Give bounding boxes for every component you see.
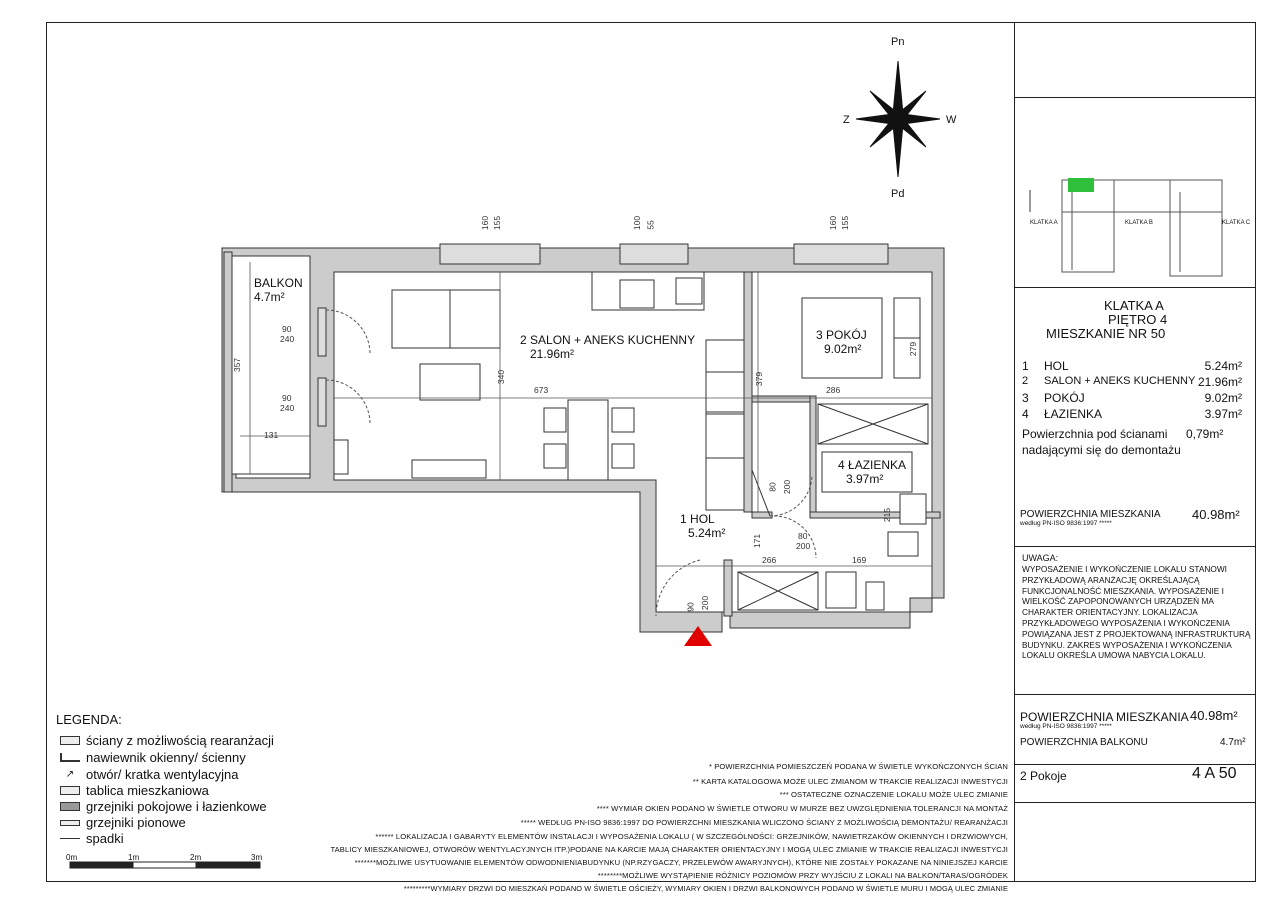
wall-salon-pokoj [744, 272, 752, 512]
keyplan-label: KLATKA C [1222, 220, 1251, 226]
summary-row: 2 SALON + ANEKS KUCHENNY 21.96m² [1022, 375, 1242, 389]
room-hol: 1 HOL 5.24m² [680, 512, 726, 540]
footnote: *** OSTATECZNE OZNACZENIE LOKALU MOŻE ULEC ZMIANIE [779, 790, 1008, 799]
room-balkon: BALKON 4.7m² [254, 276, 303, 304]
room-pokoj: 3 POKÓJ 9.02m² [816, 328, 867, 356]
pow-mieszkania-bottom-value: 40.98m² [1190, 708, 1238, 723]
scale-label: 2m [190, 853, 202, 862]
legend-item: grzejniki pokojowe i łazienkowe [60, 799, 267, 814]
compass-west: Z [843, 114, 850, 126]
stove [706, 372, 744, 412]
pow-balkonu-label: POWIERZCHNIA BALKONU [1020, 737, 1148, 748]
pow-mieszkania-value: 40.98m² [1192, 507, 1240, 522]
scale-label: 1m [128, 853, 140, 862]
mieszkanie-title: MIESZKANIE NR 50 [1046, 326, 1166, 341]
vertical-radiator-icon [60, 820, 80, 826]
legend-item: spadki [60, 831, 124, 846]
compass-rose [856, 61, 940, 177]
apartment-code: 4 A 50 [1192, 765, 1237, 782]
pow-balkonu-value: 4.7m² [1220, 737, 1246, 748]
vent-icon [60, 753, 80, 762]
summary-row: 3 POKÓJ 9.02m² [1022, 391, 1242, 405]
footnote: ***** WEDŁUG PN-ISO 9836:1997 DO POWIERZCHNI MIESZKANIA WLICZONO ŚCIANY Z MOŻLIWOŚCIĄ DEMONTAŻU/ REARANŻACJI [520, 818, 1008, 827]
pietro-title: PIĘTRO 4 [1108, 312, 1168, 327]
legend-title: LEGENDA: [56, 712, 122, 727]
sofa [392, 290, 500, 348]
demolish-label: Powierzchnia pod ścianami [1022, 427, 1168, 441]
panel-icon [60, 786, 80, 795]
footnote: ****** LOKALIZACJA I GABARYTY ELEMENTÓW INSTALACJI I WYPOSAŻENIA LOKALU ( W SZCZEGÓLNOŚCI: GRZEJNIKÓW, NAWIETRZAKÓW OKIENNYCH I DRZWIOWYCH, [375, 832, 1008, 841]
scale-label: 0m [66, 853, 78, 862]
footnote: *******MOŻLIWE USYTUOWANIE ELEMENTÓW ODWODNIENIABUDYNKU (NP.RZYGACZY, PRZELEWÓW AWARYJNYCH), KTÓRE NIE ZOSTAŁY POKAZANE NA NINIEJSZEJ KARCIE [354, 858, 1008, 867]
keyplan-highlight [1068, 178, 1094, 192]
wall-icon [60, 736, 80, 745]
room-salon: 2 SALON + ANEKS KUCHENNY 21.96m² [520, 333, 696, 361]
uwaga-text: WYPOSAŻENIE I WYKOŃCZENIE LOKALU STANOWI PRZYKŁADOWĄ ARANŻACJĘ OKREŚLAJĄCĄ FUNKCJONALNOŚĆ MIESZKANIA. WYPOSAŻENIE I WIELKOŚĆ ZAPOPONOWANYCH URZĄDZEŃ MA CHARAKTER ORIENTACYJNY. LOKALIZACJA PRZYKŁADOWEGO WYPOSAŻENIA I WYKOŃCZENIA POWIĄZANA JEST Z PROJEKTOWANĄ INFRASTRUKTURĄ BUDYNKU. ZAKRES WYPOSAŻENIA I WYKOŃCZENIA LOKALU OKREŚLA UMOWA NABYCIA LOKALU. [1022, 564, 1251, 661]
footnote: * POWIERZCHNIA POMIESZCZEŃ PODANA W ŚWIETLE WYKOŃCZONYCH ŚCIAN [708, 762, 1008, 771]
demolish-label: nadającymi się do demontażu [1022, 443, 1181, 457]
footnote: **** WYMIAR OKIEN PODANO W ŚWIETLE OTWORU W MURZE BEZ UWZGLĘDNIENIA TOLERANCJI NA MONTAŻ [596, 804, 1008, 813]
uwaga-title: UWAGA: [1022, 553, 1059, 563]
pow-mieszkania-sub: według PN-ISO 9836:1997 ***** [1020, 520, 1112, 527]
washing-machine [826, 572, 856, 608]
slope-icon [60, 838, 80, 839]
summary-row: 4 ŁAZIENKA 3.97m² [1022, 407, 1242, 421]
compass-south: Pd [891, 188, 905, 200]
footnote: ** KARTA KATALOGOWA MOŻE ULEC ZMIANOM W TRAKCIE REALIZACJI INWESTYCJI [692, 777, 1008, 786]
keyplan [1020, 172, 1252, 282]
compass-north: Pn [891, 36, 905, 48]
legend-item: grzejniki pionowe [60, 815, 186, 830]
tv-cabinet [412, 460, 486, 478]
legend-item: ↗ otwór/ kratka wentylacyjna [60, 767, 238, 782]
keyplan-label: KLATKA A [1030, 220, 1058, 226]
klatka-title: KLATKA A [1104, 298, 1164, 313]
scale-label: 3m [251, 853, 263, 862]
pow-mieszkania-bottom-sub: według PN-ISO 9836:1997 ***** [1020, 723, 1112, 730]
rooms-count: 2 Pokoje [1020, 769, 1067, 783]
scale-bar [70, 862, 260, 868]
summary-row: 1 HOL 5.24m² [1022, 359, 1242, 373]
room-lazienka: 4 ŁAZIENKA 3.97m² [838, 458, 907, 486]
demolish-area: 0,79m² [1186, 427, 1224, 441]
footnote: ********MOŻLIWE WYSTĄPIENIE RÓŻNICY POZIOMÓW PRZY WYJŚCIU Z LOKALI NA BALKON/TARAS/OGRÓDEK [597, 871, 1008, 880]
oven [706, 414, 744, 458]
legend-item: nawiewnik okienny/ ścienny [60, 750, 246, 765]
ventilation-icon: ↗ [65, 769, 75, 780]
legend-item: ściany z możliwością rearanżacji [60, 733, 274, 748]
dining-table [568, 400, 608, 480]
legend-item: tablica mieszkaniowa [60, 783, 209, 798]
coffee-table [420, 364, 480, 400]
compass-east: W [946, 114, 957, 126]
keyplan-label: KLATKA B [1125, 220, 1153, 226]
footnote: TABLICY MIESZKANIOWEJ, OTWORÓW WENTYLACYJNYCH ITP.)PODANE NA KARCIE MAJĄ CHARAKTER ORIENTACYJNY I MOGĄ ULEC ZMIANIE W TRAKCIE REALIZACJI INWESTYCJI [330, 845, 1008, 854]
pow-mieszkania-label: POWIERZCHNIA MIESZKANIA [1020, 509, 1161, 520]
footnote: *********WYMIARY DRZWI DO MIESZKAŃ PODANO W ŚWIETLE OŚCIEŻY, WYMIARY OKIEN I DRZWI BALKONOWYCH PODANO W ŚWIETLE MURU I MOGĄ ULEC ZMIANIE [403, 884, 1008, 893]
pow-mieszkania-bottom-label: POWIERZCHNIA MIESZKANIA [1020, 710, 1189, 724]
radiator-icon [60, 802, 80, 811]
